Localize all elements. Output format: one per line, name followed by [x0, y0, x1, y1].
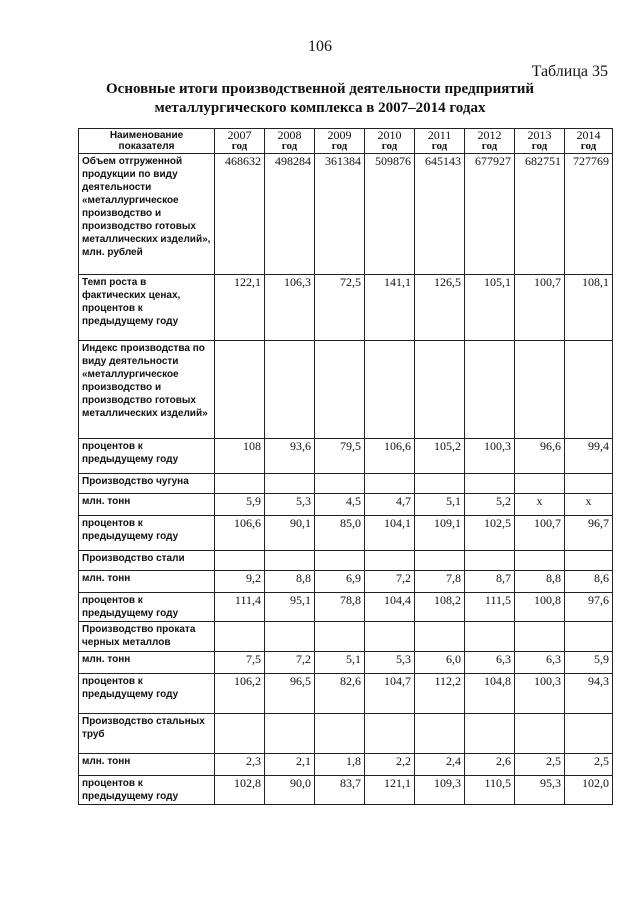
row-label: Индекс производства по виду деятельности «металлургическое производство и производство готовых металлических изделий»: [79, 341, 215, 439]
header-year-2007: [215, 129, 265, 154]
cell-value: [515, 551, 565, 571]
header-row: [79, 129, 613, 154]
page-number: 106: [308, 38, 332, 55]
table-row: [79, 275, 613, 341]
cell-value: 109,1: [415, 516, 465, 551]
cell-value: 100,3: [515, 674, 565, 714]
cell-value: [415, 474, 465, 494]
header-year-value: 2010: [377, 128, 402, 142]
cell-value: 8,8: [265, 571, 315, 593]
header-year-value: 2008: [277, 128, 302, 142]
cell-value: [565, 474, 613, 494]
cell-value: 682751: [515, 154, 565, 275]
table-row: [79, 551, 613, 571]
header-year-2010: [365, 129, 415, 154]
cell-value: 645143: [415, 154, 465, 275]
header-year-2014: [565, 129, 613, 154]
cell-value: x: [565, 494, 613, 516]
header-year-value: 2012: [477, 128, 502, 142]
cell-value: 126,5: [415, 275, 465, 341]
cell-value: 85,0: [315, 516, 365, 551]
header-year-value: 2011: [427, 128, 452, 142]
title-line-2: металлургического комплекса в 2007–2014 годах: [154, 100, 486, 116]
cell-value: [515, 341, 565, 439]
cell-value: 4,7: [365, 494, 415, 516]
cell-value: 96,5: [265, 674, 315, 714]
row-label: млн. тонн: [79, 652, 215, 674]
cell-value: 5,9: [215, 494, 265, 516]
cell-value: 2,2: [365, 754, 415, 776]
cell-value: [515, 714, 565, 754]
header-year-unit: год: [481, 140, 498, 152]
table-row: [79, 754, 613, 776]
cell-value: 7,8: [415, 571, 465, 593]
cell-value: [515, 474, 565, 494]
cell-value: 5,3: [265, 494, 315, 516]
cell-value: 111,5: [465, 593, 515, 622]
cell-value: [465, 714, 515, 754]
cell-value: 102,5: [465, 516, 515, 551]
row-label: млн. тонн: [79, 494, 215, 516]
cell-value: [265, 622, 315, 652]
cell-value: 7,5: [215, 652, 265, 674]
cell-value: 111,4: [215, 593, 265, 622]
cell-value: 102,8: [215, 776, 265, 805]
cell-value: 141,1: [365, 275, 415, 341]
row-label: процентов к предыдущему году: [79, 674, 215, 714]
cell-value: 95,3: [515, 776, 565, 805]
cell-value: 677927: [465, 154, 515, 275]
cell-value: 79,5: [315, 439, 365, 474]
cell-value: [315, 714, 365, 754]
table-row: [79, 652, 613, 674]
header-year-unit: год: [231, 140, 248, 152]
cell-value: 361384: [315, 154, 365, 275]
table-row: [79, 154, 613, 275]
header-year-value: 2009: [327, 128, 352, 142]
cell-value: [415, 341, 465, 439]
table-row: [79, 622, 613, 652]
cell-value: 1,8: [315, 754, 365, 776]
row-label: процентов к предыдущему году: [79, 516, 215, 551]
cell-value: [565, 622, 613, 652]
cell-value: 83,7: [315, 776, 365, 805]
cell-value: 8,7: [465, 571, 515, 593]
header-year-unit: год: [281, 140, 298, 152]
cell-value: [265, 551, 315, 571]
cell-value: [315, 341, 365, 439]
cell-value: [365, 474, 415, 494]
header-year-value: 2007: [227, 128, 252, 142]
cell-value: [415, 714, 465, 754]
cell-value: 8,6: [565, 571, 613, 593]
header-year-2011: [415, 129, 465, 154]
cell-value: 7,2: [365, 571, 415, 593]
cell-value: 93,6: [265, 439, 315, 474]
cell-value: 2,3: [215, 754, 265, 776]
cell-value: [215, 622, 265, 652]
cell-value: 108: [215, 439, 265, 474]
cell-value: 102,0: [565, 776, 613, 805]
row-label: Производство проката черных металлов: [79, 622, 215, 652]
table-row: [79, 674, 613, 714]
cell-value: 100,7: [515, 275, 565, 341]
cell-value: 6,3: [465, 652, 515, 674]
cell-value: [215, 714, 265, 754]
cell-value: [315, 622, 365, 652]
cell-value: [415, 551, 465, 571]
cell-value: 122,1: [215, 275, 265, 341]
row-label: Производство стальных труб: [79, 714, 215, 754]
cell-value: 100,7: [515, 516, 565, 551]
row-label: млн. тонн: [79, 571, 215, 593]
cell-value: 104,8: [465, 674, 515, 714]
header-year-unit: год: [431, 140, 448, 152]
header-year-unit: год: [331, 140, 348, 152]
row-label: Производство чугуна: [79, 474, 215, 494]
cell-value: 82,6: [315, 674, 365, 714]
table-row: [79, 439, 613, 474]
cell-value: 112,2: [415, 674, 465, 714]
header-year-unit: год: [580, 140, 597, 152]
header-name: Наименование показателя: [79, 129, 215, 154]
header-year-2012: [465, 129, 515, 154]
cell-value: [215, 474, 265, 494]
cell-value: 121,1: [365, 776, 415, 805]
cell-value: [265, 474, 315, 494]
row-label: процентов к предыдущему году: [79, 776, 215, 805]
cell-value: 109,3: [415, 776, 465, 805]
cell-value: 5,9: [565, 652, 613, 674]
table-row: [79, 776, 613, 805]
row-label: Темп роста в фактических ценах, процентов к предыдущему году: [79, 275, 215, 341]
cell-value: 498284: [265, 154, 315, 275]
title-line-1: Основные итоги производственной деятельности предприятий: [106, 81, 534, 97]
cell-value: [465, 474, 515, 494]
cell-value: 96,7: [565, 516, 613, 551]
cell-value: 95,1: [265, 593, 315, 622]
cell-value: [565, 341, 613, 439]
production-table: [78, 128, 613, 805]
cell-value: 108,1: [565, 275, 613, 341]
cell-value: 2,5: [515, 754, 565, 776]
cell-value: 6,3: [515, 652, 565, 674]
cell-value: [215, 551, 265, 571]
header-year-unit: год: [531, 140, 548, 152]
cell-value: [215, 341, 265, 439]
header-year-unit: год: [381, 140, 398, 152]
cell-value: 106,6: [215, 516, 265, 551]
cell-value: 727769: [565, 154, 613, 275]
cell-value: [365, 622, 415, 652]
cell-value: 106,3: [265, 275, 315, 341]
cell-value: [365, 551, 415, 571]
cell-value: 468632: [215, 154, 265, 275]
cell-value: 90,0: [265, 776, 315, 805]
cell-value: x: [515, 494, 565, 516]
cell-value: [365, 714, 415, 754]
cell-value: [465, 622, 515, 652]
cell-value: 110,5: [465, 776, 515, 805]
table-row: [79, 714, 613, 754]
cell-value: [315, 551, 365, 571]
table-title: [0, 80, 640, 118]
cell-value: [265, 714, 315, 754]
row-label: Производство стали: [79, 551, 215, 571]
cell-value: 6,9: [315, 571, 365, 593]
cell-value: [565, 551, 613, 571]
cell-value: 5,1: [415, 494, 465, 516]
cell-value: [515, 622, 565, 652]
table-row: [79, 494, 613, 516]
cell-value: 104,1: [365, 516, 415, 551]
cell-value: [465, 341, 515, 439]
cell-value: 9,2: [215, 571, 265, 593]
row-label: млн. тонн: [79, 754, 215, 776]
cell-value: 2,5: [565, 754, 613, 776]
cell-value: 105,2: [415, 439, 465, 474]
cell-value: 5,1: [315, 652, 365, 674]
header-year-2013: [515, 129, 565, 154]
cell-value: [415, 622, 465, 652]
cell-value: 78,8: [315, 593, 365, 622]
cell-value: 104,4: [365, 593, 415, 622]
cell-value: 106,6: [365, 439, 415, 474]
header-year-value: 2014: [576, 128, 601, 142]
table-row: [79, 593, 613, 622]
cell-value: 4,5: [315, 494, 365, 516]
row-label: Объем отгруженной продукции по виду деятельности «металлургическое производство и производство готовых металлических изделий», млн. рублей: [79, 154, 215, 275]
cell-value: [265, 341, 315, 439]
cell-value: 94,3: [565, 674, 613, 714]
cell-value: 509876: [365, 154, 415, 275]
cell-value: 100,8: [515, 593, 565, 622]
table-row: [79, 341, 613, 439]
header-year-2009: [315, 129, 365, 154]
cell-value: [365, 341, 415, 439]
cell-value: 72,5: [315, 275, 365, 341]
cell-value: 90,1: [265, 516, 315, 551]
table-label: Таблица 35: [531, 63, 608, 80]
cell-value: [465, 551, 515, 571]
header-year-value: 2013: [527, 128, 552, 142]
cell-value: 6,0: [415, 652, 465, 674]
cell-value: 5,2: [465, 494, 515, 516]
cell-value: 7,2: [265, 652, 315, 674]
cell-value: 108,2: [415, 593, 465, 622]
cell-value: [565, 714, 613, 754]
table-row: [79, 516, 613, 551]
cell-value: 105,1: [465, 275, 515, 341]
cell-value: 2,6: [465, 754, 515, 776]
cell-value: 96,6: [515, 439, 565, 474]
cell-value: 8,8: [515, 571, 565, 593]
cell-value: 97,6: [565, 593, 613, 622]
row-label: процентов к предыдущему году: [79, 439, 215, 474]
cell-value: 106,2: [215, 674, 265, 714]
row-label: процентов к предыдущему году: [79, 593, 215, 622]
table-row: [79, 571, 613, 593]
cell-value: [315, 474, 365, 494]
cell-value: 5,3: [365, 652, 415, 674]
cell-value: 2,1: [265, 754, 315, 776]
header-year-2008: [265, 129, 315, 154]
table-row: [79, 474, 613, 494]
cell-value: 99,4: [565, 439, 613, 474]
table-body: [79, 154, 613, 805]
cell-value: 100,3: [465, 439, 515, 474]
cell-value: 104,7: [365, 674, 415, 714]
cell-value: 2,4: [415, 754, 465, 776]
